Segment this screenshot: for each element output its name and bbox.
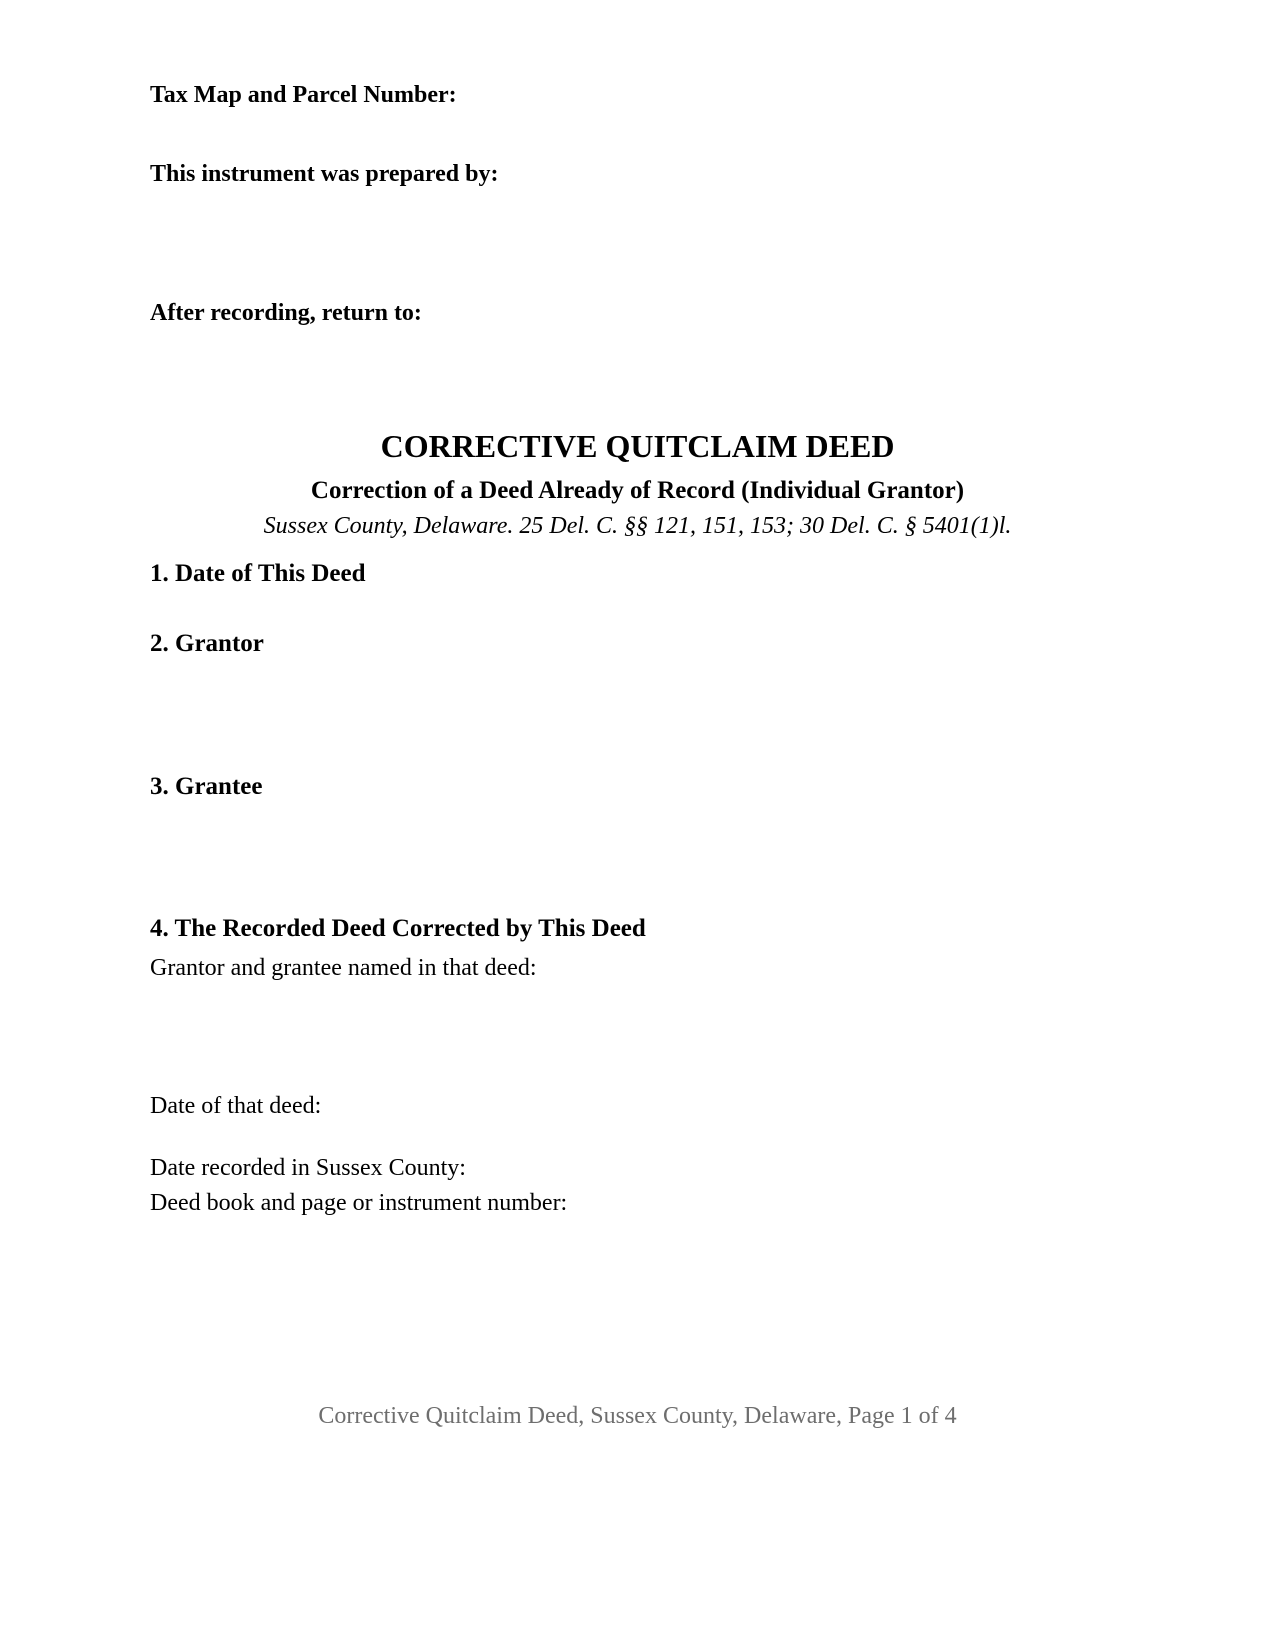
section-date-heading: 1. Date of This Deed: [150, 560, 366, 587]
tax-map-label: Tax Map and Parcel Number:: [150, 82, 457, 108]
deed-date-label: Date of that deed:: [150, 1093, 322, 1119]
statute-citation: Sussex County, Delaware. 25 Del. C. §§ 121, 151, 153; 30 Del. C. § 5401(1)l.: [263, 513, 1012, 539]
document-subtitle: Correction of a Deed Already of Record (Individual Grantor): [310, 477, 965, 504]
section-grantor-heading: 2. Grantor: [150, 630, 264, 657]
recorded-date-label: Date recorded in Sussex County:: [150, 1155, 466, 1181]
section-grantee-heading: 3. Grantee: [150, 773, 263, 800]
book-page-label: Deed book and page or instrument number:: [150, 1190, 568, 1216]
section-recorded-deed-heading: 4. The Recorded Deed Corrected by This Deed: [150, 915, 646, 942]
document-title: CORRECTIVE QUITCLAIM DEED: [380, 428, 895, 464]
prepared-by-label: This instrument was prepared by:: [150, 161, 499, 187]
return-to-label: After recording, return to:: [150, 300, 422, 326]
page-footer: Corrective Quitclaim Deed, Sussex County, Delaware, Page 1 of 4: [318, 1403, 957, 1429]
names-in-deed-label: Grantor and grantee named in that deed:: [150, 955, 537, 981]
